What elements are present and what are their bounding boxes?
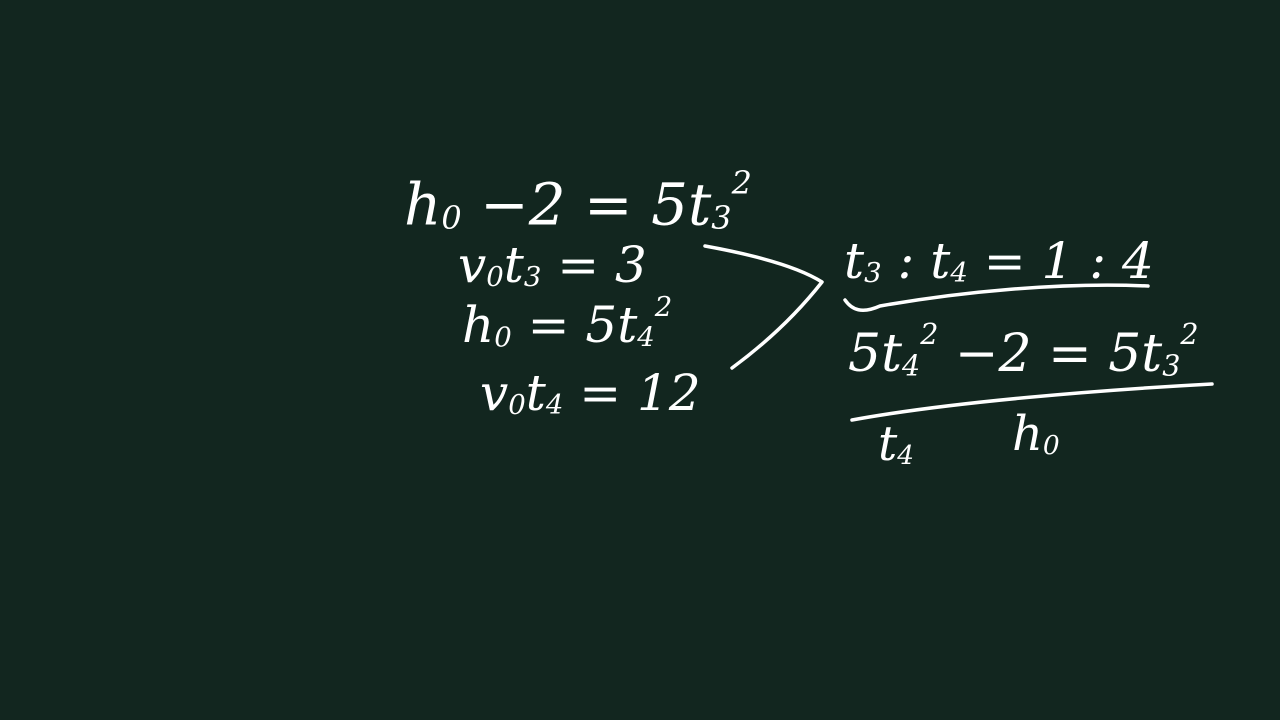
equation-v0-t3 xyxy=(458,236,647,294)
ratio-rest: = 1 : 4 xyxy=(967,232,1154,290)
eq1-t-subscript: 3 xyxy=(711,199,732,238)
eq2-v: v xyxy=(458,236,487,294)
sub-exponent-2: 2 xyxy=(1180,317,1199,351)
sub-t4-subscript: 4 xyxy=(901,348,921,383)
equation-v0-t4 xyxy=(480,364,701,422)
sub-exponent-1: 2 xyxy=(920,317,939,351)
substituted-equation xyxy=(848,317,1199,385)
label-t4 xyxy=(878,416,915,472)
eq3-rest: = 5t xyxy=(511,296,638,355)
eq2-rest: = 3 xyxy=(541,236,647,294)
eq1-rest: −2 = 5t xyxy=(461,170,712,239)
label-t4-t: t xyxy=(878,416,898,472)
ratio-t3-subscript: 3 xyxy=(864,257,882,290)
eq4-t: t xyxy=(525,364,546,422)
label-h0 xyxy=(1012,406,1060,462)
eq4-v-subscript: 0 xyxy=(508,389,526,422)
eq1-h-subscript: 0 xyxy=(441,199,462,238)
ratio-colon: : xyxy=(881,232,931,290)
eq3-exponent: 2 xyxy=(654,291,673,323)
equation-h0-equals-5t4 xyxy=(462,291,673,355)
sub-t3-subscript: 3 xyxy=(1162,348,1181,383)
ratio-t4-subscript: 4 xyxy=(950,257,968,290)
eq1-h: h xyxy=(404,170,442,239)
ratio-equation xyxy=(844,232,1154,290)
eq1-exponent: 2 xyxy=(731,164,752,202)
sub-5t: 5t xyxy=(848,324,902,385)
sub-rest: −2 = 5t xyxy=(938,324,1163,385)
eq3-h-subscript: 0 xyxy=(494,321,512,354)
eq4-rest: = 12 xyxy=(563,364,701,422)
ratio-t4: t xyxy=(930,232,951,290)
eq4-t-subscript: 4 xyxy=(545,389,564,422)
label-h0-subscript: 0 xyxy=(1042,429,1060,461)
eq2-v-subscript: 0 xyxy=(486,261,504,294)
arrow-bracket-stroke xyxy=(705,246,822,368)
label-t4-subscript: 4 xyxy=(897,439,915,471)
equation-h0-minus-2 xyxy=(404,164,752,239)
eq4-v: v xyxy=(480,364,509,422)
ratio-t3: t xyxy=(844,232,865,290)
eq2-t-subscript: 3 xyxy=(523,261,542,294)
eq3-h: h xyxy=(462,296,495,355)
eq2-t: t xyxy=(503,236,524,294)
eq3-t-subscript: 4 xyxy=(637,321,655,354)
label-h0-h: h xyxy=(1012,406,1043,462)
